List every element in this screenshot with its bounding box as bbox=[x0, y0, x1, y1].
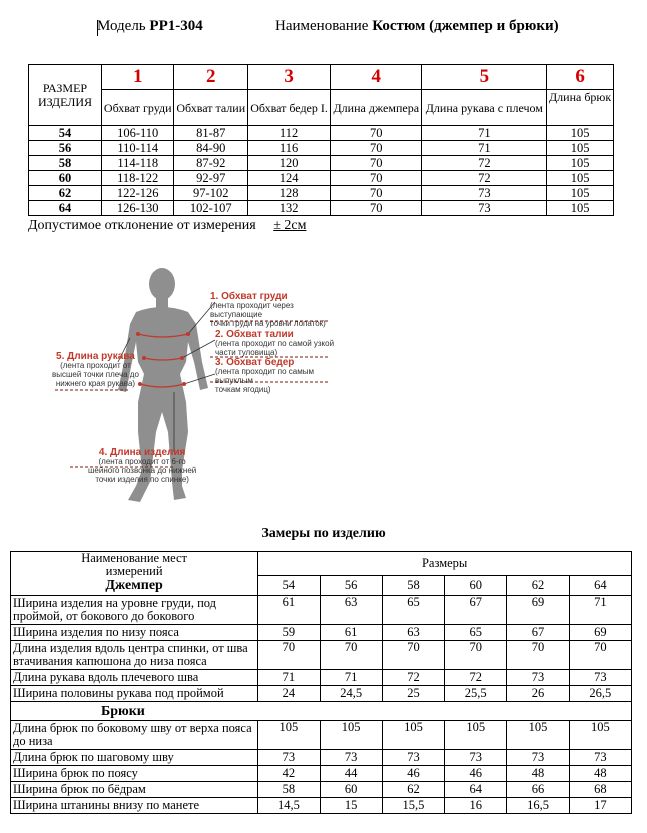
label-sleeve bbox=[52, 352, 139, 388]
size-cell: 54 bbox=[29, 126, 102, 141]
value-cell: 70 bbox=[507, 641, 569, 670]
measurement-row bbox=[11, 782, 632, 798]
model-line bbox=[97, 18, 203, 35]
label-note: шейного позвонка до нижней bbox=[88, 466, 197, 475]
value-cell: 118-122 bbox=[102, 171, 174, 186]
value-cell: 44 bbox=[320, 766, 382, 782]
value-cell: 16 bbox=[445, 798, 507, 814]
label-note: (лента проходит по самой узкой bbox=[215, 339, 335, 348]
value-cell: 105 bbox=[382, 721, 444, 750]
size-header-cell: 60 bbox=[445, 576, 507, 596]
value-cell: 25,5 bbox=[445, 686, 507, 702]
column-header: Длина джемпера bbox=[331, 90, 422, 126]
value-cell: 73 bbox=[507, 750, 569, 766]
tolerance-note bbox=[28, 218, 306, 234]
value-cell: 73 bbox=[382, 750, 444, 766]
measurement-row bbox=[11, 766, 632, 782]
value-cell: 132 bbox=[248, 201, 331, 216]
value-cell: 60 bbox=[320, 782, 382, 798]
value-cell: 73 bbox=[422, 186, 547, 201]
value-cell: 124 bbox=[248, 171, 331, 186]
value-cell: 110-114 bbox=[102, 141, 174, 156]
measure-name: Длина брюк по боковому шву от верха пояса до низа bbox=[11, 721, 258, 750]
value-cell: 17 bbox=[569, 798, 631, 814]
measure-name-header bbox=[11, 552, 258, 596]
size-label-cell: РАЗМЕР ИЗДЕЛИЯ bbox=[29, 65, 102, 126]
value-cell: 84-90 bbox=[174, 141, 248, 156]
model-code: PP1-304 bbox=[149, 18, 203, 34]
value-cell: 71 bbox=[422, 126, 547, 141]
measurement-row bbox=[11, 625, 632, 641]
value-cell: 59 bbox=[258, 625, 320, 641]
measure-name: Ширина брюк по бёдрам bbox=[11, 782, 258, 798]
label-title: 3. Обхват бедер bbox=[215, 357, 295, 368]
size-row bbox=[29, 171, 614, 186]
label-waist bbox=[215, 330, 334, 357]
measurement-row bbox=[11, 641, 632, 670]
value-cell: 73 bbox=[258, 750, 320, 766]
value-cell: 67 bbox=[445, 596, 507, 625]
value-cell: 70 bbox=[331, 126, 422, 141]
column-number: 6 bbox=[547, 65, 614, 90]
value-cell: 65 bbox=[382, 596, 444, 625]
value-cell: 73 bbox=[320, 750, 382, 766]
size-cell: 60 bbox=[29, 171, 102, 186]
value-cell: 42 bbox=[258, 766, 320, 782]
value-cell: 24 bbox=[258, 686, 320, 702]
label-note: точкам ягодиц) bbox=[215, 385, 271, 394]
label-title: 2. Обхват талии bbox=[215, 329, 294, 340]
label-title: 1. Обхват груди bbox=[210, 291, 288, 302]
value-cell: 71 bbox=[258, 670, 320, 686]
size-chart-number-row bbox=[29, 65, 614, 90]
value-cell: 72 bbox=[445, 670, 507, 686]
measurement-row bbox=[11, 596, 632, 625]
measurement-row bbox=[11, 798, 632, 814]
value-cell: 64 bbox=[445, 782, 507, 798]
measure-name: Ширина изделия на уровне груди, под проймой, от бокового до бокового bbox=[11, 596, 258, 625]
size-header-cell: 58 bbox=[382, 576, 444, 596]
value-cell: 66 bbox=[507, 782, 569, 798]
label-title: 5. Длина рукава bbox=[56, 351, 135, 362]
value-cell: 73 bbox=[569, 670, 631, 686]
size-header-cell: 62 bbox=[507, 576, 569, 596]
value-cell: 72 bbox=[382, 670, 444, 686]
value-cell: 15 bbox=[320, 798, 382, 814]
value-cell: 70 bbox=[445, 641, 507, 670]
measure-name: Ширина половины рукава под проймой bbox=[11, 686, 258, 702]
size-header-cell: 56 bbox=[320, 576, 382, 596]
value-cell: 61 bbox=[320, 625, 382, 641]
size-chart-header-row bbox=[29, 90, 614, 126]
value-cell: 26,5 bbox=[569, 686, 631, 702]
value-cell: 46 bbox=[382, 766, 444, 782]
value-cell: 105 bbox=[320, 721, 382, 750]
value-cell: 112 bbox=[248, 126, 331, 141]
label-note: точки груди на уровни лопаток) bbox=[210, 319, 326, 328]
column-number: 2 bbox=[174, 65, 248, 90]
value-cell: 69 bbox=[569, 625, 631, 641]
value-cell: 105 bbox=[547, 186, 614, 201]
label-note: (лента проходит от bbox=[60, 361, 131, 370]
value-cell: 102-107 bbox=[174, 201, 248, 216]
label-title: 4. Длина изделия bbox=[98, 447, 186, 458]
value-cell: 48 bbox=[569, 766, 631, 782]
value-cell: 62 bbox=[382, 782, 444, 798]
value-cell: 105 bbox=[569, 721, 631, 750]
measurement-row bbox=[11, 670, 632, 686]
value-cell: 120 bbox=[248, 156, 331, 171]
value-cell: 72 bbox=[422, 156, 547, 171]
label-note: (лента проходит от 6-го bbox=[98, 457, 186, 466]
value-cell: 105 bbox=[547, 171, 614, 186]
column-header: Длина брюк bbox=[547, 90, 614, 126]
measure-name-label: Наименование мест измерений bbox=[81, 551, 188, 578]
measure-name: Длина рукава вдоль плечевого шва bbox=[11, 670, 258, 686]
column-header: Обхват груди bbox=[102, 90, 174, 126]
size-row bbox=[29, 126, 614, 141]
value-cell: 105 bbox=[507, 721, 569, 750]
value-cell: 92-97 bbox=[174, 171, 248, 186]
size-cell: 64 bbox=[29, 201, 102, 216]
value-cell: 128 bbox=[248, 186, 331, 201]
label-note: (лента проходит через выступающие bbox=[210, 301, 294, 319]
measurement-row bbox=[11, 686, 632, 702]
measurement-row bbox=[11, 750, 632, 766]
value-cell: 67 bbox=[507, 625, 569, 641]
size-cell: 56 bbox=[29, 141, 102, 156]
value-cell: 69 bbox=[507, 596, 569, 625]
measurement-row bbox=[11, 721, 632, 750]
value-cell: 24,5 bbox=[320, 686, 382, 702]
value-cell: 105 bbox=[547, 201, 614, 216]
value-cell: 71 bbox=[320, 670, 382, 686]
garment-header-row bbox=[11, 552, 632, 576]
column-number: 4 bbox=[331, 65, 422, 90]
column-number: 5 bbox=[422, 65, 547, 90]
value-cell: 48 bbox=[507, 766, 569, 782]
label-note: части туловища) bbox=[215, 348, 278, 357]
value-cell: 73 bbox=[445, 750, 507, 766]
size-header-cell: 64 bbox=[569, 576, 631, 596]
section-title: Замеры по изделию bbox=[261, 526, 386, 541]
measure-name: Ширина изделия по низу пояса bbox=[11, 625, 258, 641]
value-cell: 126-130 bbox=[102, 201, 174, 216]
label-note: высшей точки плеча до bbox=[52, 370, 139, 379]
value-cell: 72 bbox=[422, 171, 547, 186]
value-cell: 14,5 bbox=[258, 798, 320, 814]
value-cell: 46 bbox=[445, 766, 507, 782]
value-cell: 87-92 bbox=[174, 156, 248, 171]
value-cell: 105 bbox=[547, 156, 614, 171]
tolerance-text: Допустимое отклонение от измерения bbox=[28, 218, 256, 233]
measure-name: Ширина штанины внизу по манете bbox=[11, 798, 258, 814]
value-cell: 122-126 bbox=[102, 186, 174, 201]
label-note: (лента проходит по самым выпуклым bbox=[215, 367, 314, 385]
value-cell: 25 bbox=[382, 686, 444, 702]
label-note: нижнего края рукава) bbox=[55, 379, 136, 388]
value-cell: 70 bbox=[382, 641, 444, 670]
size-row bbox=[29, 156, 614, 171]
value-cell: 71 bbox=[569, 596, 631, 625]
value-cell: 105 bbox=[547, 141, 614, 156]
size-row bbox=[29, 186, 614, 201]
value-cell: 63 bbox=[320, 596, 382, 625]
tolerance-value: ± 2см bbox=[273, 218, 307, 233]
value-cell: 116 bbox=[248, 141, 331, 156]
size-chart-table bbox=[28, 64, 614, 216]
size-row bbox=[29, 201, 614, 216]
sizes-header: Размеры bbox=[258, 552, 632, 576]
value-cell: 68 bbox=[569, 782, 631, 798]
label-length bbox=[88, 448, 196, 484]
measurement-figure bbox=[50, 262, 340, 512]
model-prefix: Модель bbox=[97, 18, 150, 34]
measure-name: Длина изделия вдоль центра спинки, от шва втачивания капюшона до низа пояса bbox=[11, 641, 258, 670]
value-cell: 58 bbox=[258, 782, 320, 798]
value-cell: 114-118 bbox=[102, 156, 174, 171]
value-cell: 15,5 bbox=[382, 798, 444, 814]
name-prefix: Наименование bbox=[275, 18, 373, 34]
value-cell: 81-87 bbox=[174, 126, 248, 141]
column-header: Обхват бедер I. bbox=[248, 90, 331, 126]
column-header: Обхват талии bbox=[174, 90, 248, 126]
value-cell: 70 bbox=[258, 641, 320, 670]
pants-section-label: Брюки bbox=[11, 702, 632, 721]
value-cell: 73 bbox=[507, 670, 569, 686]
size-cell: 62 bbox=[29, 186, 102, 201]
value-cell: 105 bbox=[258, 721, 320, 750]
value-cell: 70 bbox=[331, 171, 422, 186]
label-note: точки изделия по спинке) bbox=[95, 475, 189, 484]
value-cell: 70 bbox=[331, 186, 422, 201]
value-cell: 105 bbox=[547, 126, 614, 141]
value-cell: 106-110 bbox=[102, 126, 174, 141]
label-hips bbox=[215, 358, 340, 394]
size-cell: 58 bbox=[29, 156, 102, 171]
column-number: 1 bbox=[102, 65, 174, 90]
value-cell: 97-102 bbox=[174, 186, 248, 201]
size-row bbox=[29, 141, 614, 156]
measure-name: Длина брюк по шаговому шву bbox=[11, 750, 258, 766]
value-cell: 70 bbox=[331, 201, 422, 216]
value-cell: 71 bbox=[422, 141, 547, 156]
label-chest bbox=[210, 292, 340, 328]
garment-measurements-table bbox=[10, 551, 632, 814]
pants-section-row bbox=[11, 702, 632, 721]
value-cell: 26 bbox=[507, 686, 569, 702]
document-header bbox=[0, 18, 647, 40]
product-name-line bbox=[275, 18, 559, 35]
value-cell: 70 bbox=[331, 156, 422, 171]
value-cell: 16,5 bbox=[507, 798, 569, 814]
value-cell: 65 bbox=[445, 625, 507, 641]
jumper-section-label: Джемпер bbox=[105, 578, 163, 593]
value-cell: 70 bbox=[331, 141, 422, 156]
value-cell: 61 bbox=[258, 596, 320, 625]
measure-name: Ширина брюк по поясу bbox=[11, 766, 258, 782]
size-header-cell: 54 bbox=[258, 576, 320, 596]
value-cell: 73 bbox=[569, 750, 631, 766]
value-cell: 105 bbox=[445, 721, 507, 750]
value-cell: 70 bbox=[320, 641, 382, 670]
column-header: Длина рукава с плечом bbox=[422, 90, 547, 126]
column-number: 3 bbox=[248, 65, 331, 90]
value-cell: 63 bbox=[382, 625, 444, 641]
value-cell: 70 bbox=[569, 641, 631, 670]
product-name: Костюм (джемпер и брюки) bbox=[372, 18, 559, 34]
value-cell: 73 bbox=[422, 201, 547, 216]
